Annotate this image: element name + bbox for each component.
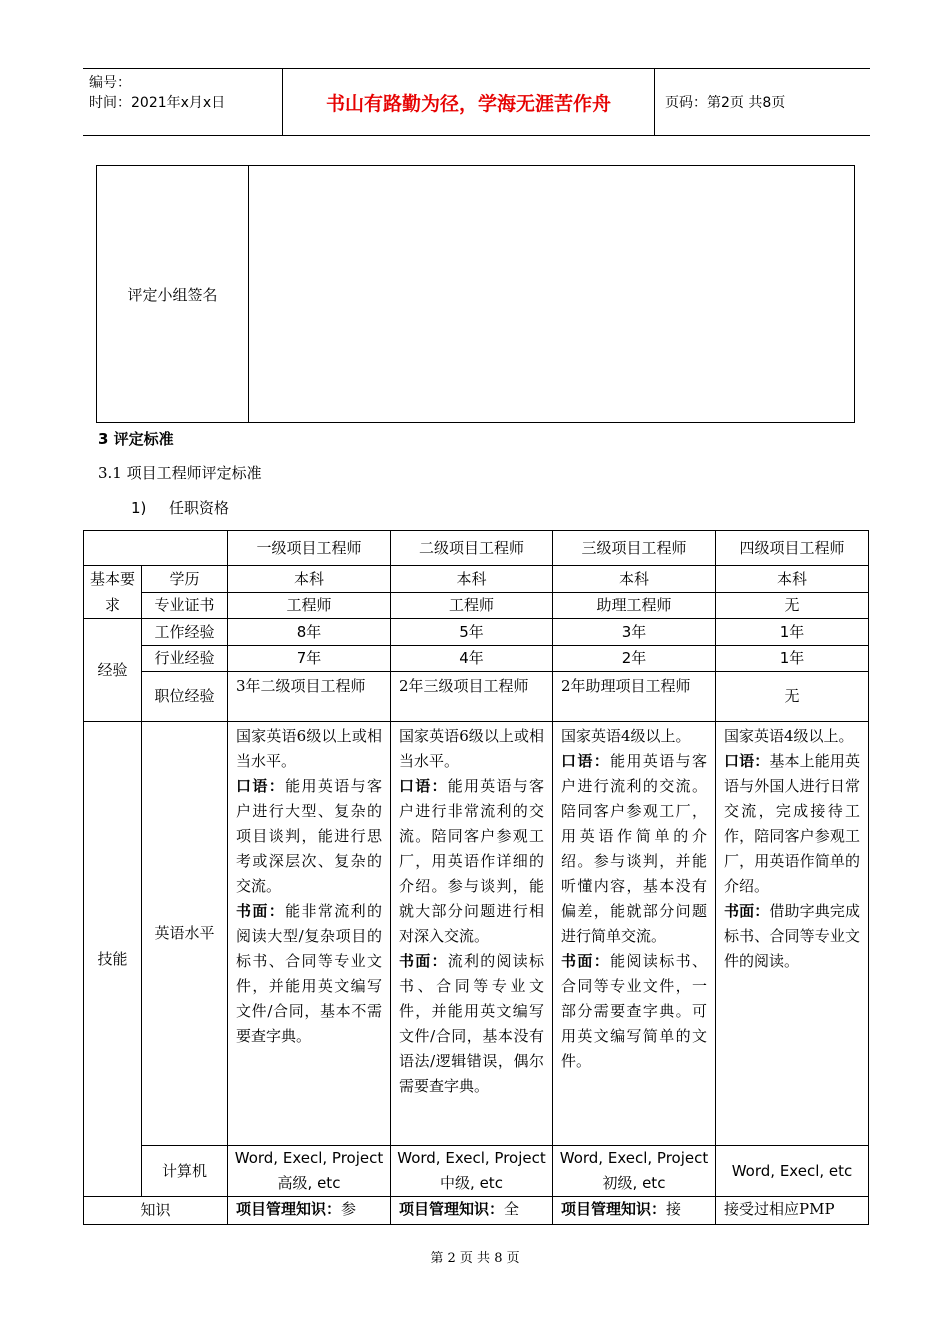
list-number: 1) xyxy=(131,499,147,517)
table-cell: 5年 xyxy=(391,619,553,646)
row-label: 英语水平 xyxy=(142,722,228,1146)
table-cell: 7年 xyxy=(228,646,391,672)
table-cell: 本科 xyxy=(391,566,553,593)
knowledge-text: 参 xyxy=(341,1200,357,1218)
written-text: 流利的阅读标书、合同等专业文件，并能用英文编写文件/合同，基本没有语法/逻辑错误，偶尔需要查字典。 xyxy=(399,952,544,1095)
table-row xyxy=(84,722,869,1146)
written-text: 能阅读标书、合同等专业文件，一部分需要查字典。可用英文编写简单的文件。 xyxy=(561,952,707,1070)
table-cell: 本科 xyxy=(228,566,391,593)
table-cell: 工程师 xyxy=(228,593,391,619)
level-header: 四级项目工程师 xyxy=(716,531,869,566)
knowledge-text: 全 xyxy=(504,1200,520,1218)
written-text: 借助字典完成标书、合同等专业文件的阅读。 xyxy=(724,902,860,970)
oral-text: 能用英语与客户进行大型、复杂的项目谈判，能进行思考或深层次、复杂的交流。 xyxy=(236,777,382,895)
table-cell: 8年 xyxy=(228,619,391,646)
table-cell xyxy=(716,1197,869,1225)
qualification-table xyxy=(83,530,869,1225)
signature-label: 评定小组签名 xyxy=(97,166,249,422)
row-label: 行业经验 xyxy=(142,646,228,672)
english-cell xyxy=(553,722,716,1146)
row-label: 专业证书 xyxy=(142,593,228,619)
english-cell xyxy=(391,722,553,1146)
table-cell: 工程师 xyxy=(391,593,553,619)
header-page-info: 页码：第2页 共8页 xyxy=(665,95,786,111)
table-row xyxy=(84,593,869,619)
knowledge-label: 项目管理知识： xyxy=(236,1200,342,1218)
table-cell: 3年 xyxy=(553,619,716,646)
table-cell: Word, Execl, Project 中级, etc xyxy=(391,1146,553,1197)
table-row xyxy=(84,646,869,672)
written-label: 书面： xyxy=(724,902,770,920)
written-label: 书面： xyxy=(236,902,286,920)
oral-text: 能用英语与客户进行流利的交流。陪同客户参观工厂，用英语作简单的介绍。参与谈判，并能听懂内容，基本没有偏差，能就部分问题进行简单交流。 xyxy=(561,752,707,945)
group-label: 技能 xyxy=(84,722,142,1197)
subsection-heading: 3.1 项目工程师评定标准 xyxy=(98,464,262,482)
knowledge-label: 项目管理知识： xyxy=(399,1200,505,1218)
table-row xyxy=(84,619,869,646)
section-heading: 3 评定标准 xyxy=(98,430,174,448)
table-cell xyxy=(391,1197,553,1225)
english-intro: 国家英语6级以上或相当水平。 xyxy=(236,727,382,770)
group-label: 经验 xyxy=(84,619,142,722)
level-header: 三级项目工程师 xyxy=(553,531,716,566)
table-cell: Word, Execl, Project 初级, etc xyxy=(553,1146,716,1197)
signature-box xyxy=(96,165,855,423)
signature-area xyxy=(249,166,854,422)
number-label: 编号： xyxy=(89,75,131,91)
header-motto: 书山有路勤为径，学海无涯苦作舟 xyxy=(283,69,655,135)
table-cell: 本科 xyxy=(716,566,869,593)
row-label: 计算机 xyxy=(142,1146,228,1197)
english-intro: 国家英语6级以上或相当水平。 xyxy=(399,727,544,770)
table-cell: 2年助理项目工程师 xyxy=(553,672,716,722)
table-cell: 4年 xyxy=(391,646,553,672)
table-cell: Word, Execl, Project 高级, etc xyxy=(228,1146,391,1197)
table-row xyxy=(84,672,869,722)
table-cell: 本科 xyxy=(553,566,716,593)
row-label: 工作经验 xyxy=(142,619,228,646)
oral-text: 基本上能用英语与外国人进行日常交流，完成接待工作，陪同客户参观工厂，用英语作简单的介绍。 xyxy=(724,752,860,895)
written-label: 书面： xyxy=(561,952,611,970)
table-row xyxy=(84,566,869,593)
oral-text: 能用英语与客户进行非常流利的交流。陪同客户参观工厂，用英语作详细的介绍。参与谈判，能就大部分问题进行相对深入交流。 xyxy=(399,777,544,945)
level-header: 二级项目工程师 xyxy=(391,531,553,566)
table-corner xyxy=(84,531,228,566)
english-cell xyxy=(716,722,869,1146)
row-label: 学历 xyxy=(142,566,228,593)
level-header: 一级项目工程师 xyxy=(228,531,391,566)
list-heading xyxy=(131,497,229,518)
table-cell: Word, Execl, etc xyxy=(716,1146,869,1197)
oral-label: 口语： xyxy=(399,777,448,795)
page-footer: 第 2 页 共 8 页 xyxy=(430,1251,520,1266)
table-cell xyxy=(228,1197,391,1225)
header-meta xyxy=(83,69,283,135)
oral-label: 口语： xyxy=(724,752,770,770)
page-header xyxy=(83,68,870,136)
row-label: 职位经验 xyxy=(142,672,228,722)
english-intro: 国家英语4级以上。 xyxy=(724,727,854,745)
english-cell xyxy=(228,722,391,1146)
knowledge-text: 接受过相应PMP xyxy=(724,1200,835,1218)
oral-label: 口语： xyxy=(236,777,286,795)
oral-label: 口语： xyxy=(561,752,611,770)
table-cell: 无 xyxy=(716,593,869,619)
table-cell: 助理工程师 xyxy=(553,593,716,619)
table-cell: 2年三级项目工程师 xyxy=(391,672,553,722)
table-cell: 无 xyxy=(716,672,869,722)
knowledge-text: 接 xyxy=(666,1200,682,1218)
table-row xyxy=(84,1197,869,1225)
row-label: 知识 xyxy=(84,1197,228,1225)
english-intro: 国家英语4级以上。 xyxy=(561,727,691,745)
knowledge-label: 项目管理知识： xyxy=(561,1200,667,1218)
table-row xyxy=(84,531,869,566)
written-text: 能非常流利的阅读大型/复杂项目的标书、合同等专业文件，并能用英文编写文件/合同，基本不需要查字典。 xyxy=(236,902,382,1045)
list-title: 任职资格 xyxy=(169,499,230,517)
table-row xyxy=(84,1146,869,1197)
written-label: 书面： xyxy=(399,952,448,970)
table-cell: 2年 xyxy=(553,646,716,672)
table-cell: 1年 xyxy=(716,646,869,672)
group-label: 基本要求 xyxy=(84,566,142,619)
date-label: 时间：2021年x月x日 xyxy=(89,95,226,111)
table-cell: 1年 xyxy=(716,619,869,646)
table-cell: 3年二级项目工程师 xyxy=(228,672,391,722)
table-cell xyxy=(553,1197,716,1225)
